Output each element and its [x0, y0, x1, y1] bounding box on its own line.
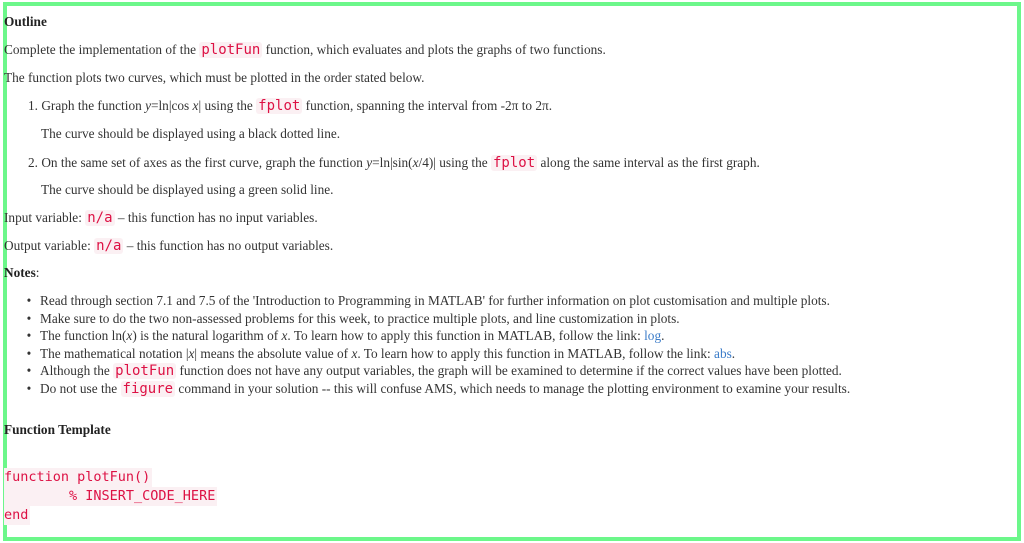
code-line: function plotFun() [4, 469, 151, 485]
code-template [4, 468, 217, 525]
intro-paragraph: Complete the implementation of the plotFun function, which evaluates and plots the graphs of two functions. [4, 42, 606, 58]
inline-code-fplot: fplot [492, 155, 536, 171]
bullet-icon: • [26, 363, 32, 378]
bullet-icon: • [26, 381, 32, 396]
inline-code-plotfun: plotFun [201, 42, 261, 58]
inline-code-na: n/a [87, 210, 113, 226]
note-item: • Make sure to do the two non-assessed problems for this week, to practice multiple plots, and line customization in plots. [18, 311, 680, 327]
code-line: end [4, 507, 29, 523]
bullet-icon: • [26, 311, 32, 326]
abs-link[interactable]: abs [714, 346, 732, 361]
inline-code-plotfun: plotFun [115, 363, 175, 379]
log-link[interactable]: log [644, 328, 662, 343]
bullet-icon: • [26, 293, 32, 308]
inline-code-figure: figure [122, 381, 174, 397]
step-1-detail: The curve should be displayed using a black dotted line. [41, 126, 341, 141]
note-item: • The function ln(x) is the natural logarithm of x. To learn how to apply this function in MATLAB, follow the link: log. [18, 328, 664, 344]
step-1: 1. Graph the function y=ln|cos x| using the fplot function, spanning the interval from -2π to 2π. [28, 98, 553, 114]
input-variable: Input variable: n/a – this function has no input variables. [4, 210, 318, 226]
note-item: • Although the plotFun function does not have any output variables, the graph will be examined to determine if the correct values have been plotted. [18, 363, 842, 379]
note-item: • Do not use the figure command in your solution -- this will confuse AMS, which needs to manage the plotting environment to examine your results. [18, 381, 850, 397]
note-item: • The mathematical notation |x| means the absolute value of x. To learn how to apply this function in MATLAB, follow the link: abs. [18, 346, 735, 362]
note-item: • Read through section 7.1 and 7.5 of the 'Introduction to Programming in MATLAB' for further information on plot customisation and multiple plots. [18, 293, 830, 309]
code-line: % INSERT_CODE_HERE [4, 488, 216, 504]
inline-code-fplot: fplot [258, 98, 301, 114]
inline-code-na: n/a [96, 238, 122, 254]
bullet-icon: • [26, 328, 32, 343]
output-variable: Output variable: n/a – this function has no output variables. [4, 238, 334, 254]
order-paragraph: The function plots two curves, which must be plotted in the order stated below. [4, 70, 425, 85]
outline-heading: Outline [4, 14, 47, 29]
template-heading: Function Template [4, 422, 111, 437]
step-2: 2. On the same set of axes as the first curve, graph the function y=ln|sin(x/4)| using the fplot along the same interval as the first graph. [28, 155, 760, 171]
step-2-detail: The curve should be displayed using a green solid line. [41, 182, 334, 197]
bullet-icon: • [26, 346, 32, 361]
notes-heading: Notes: [4, 265, 40, 280]
